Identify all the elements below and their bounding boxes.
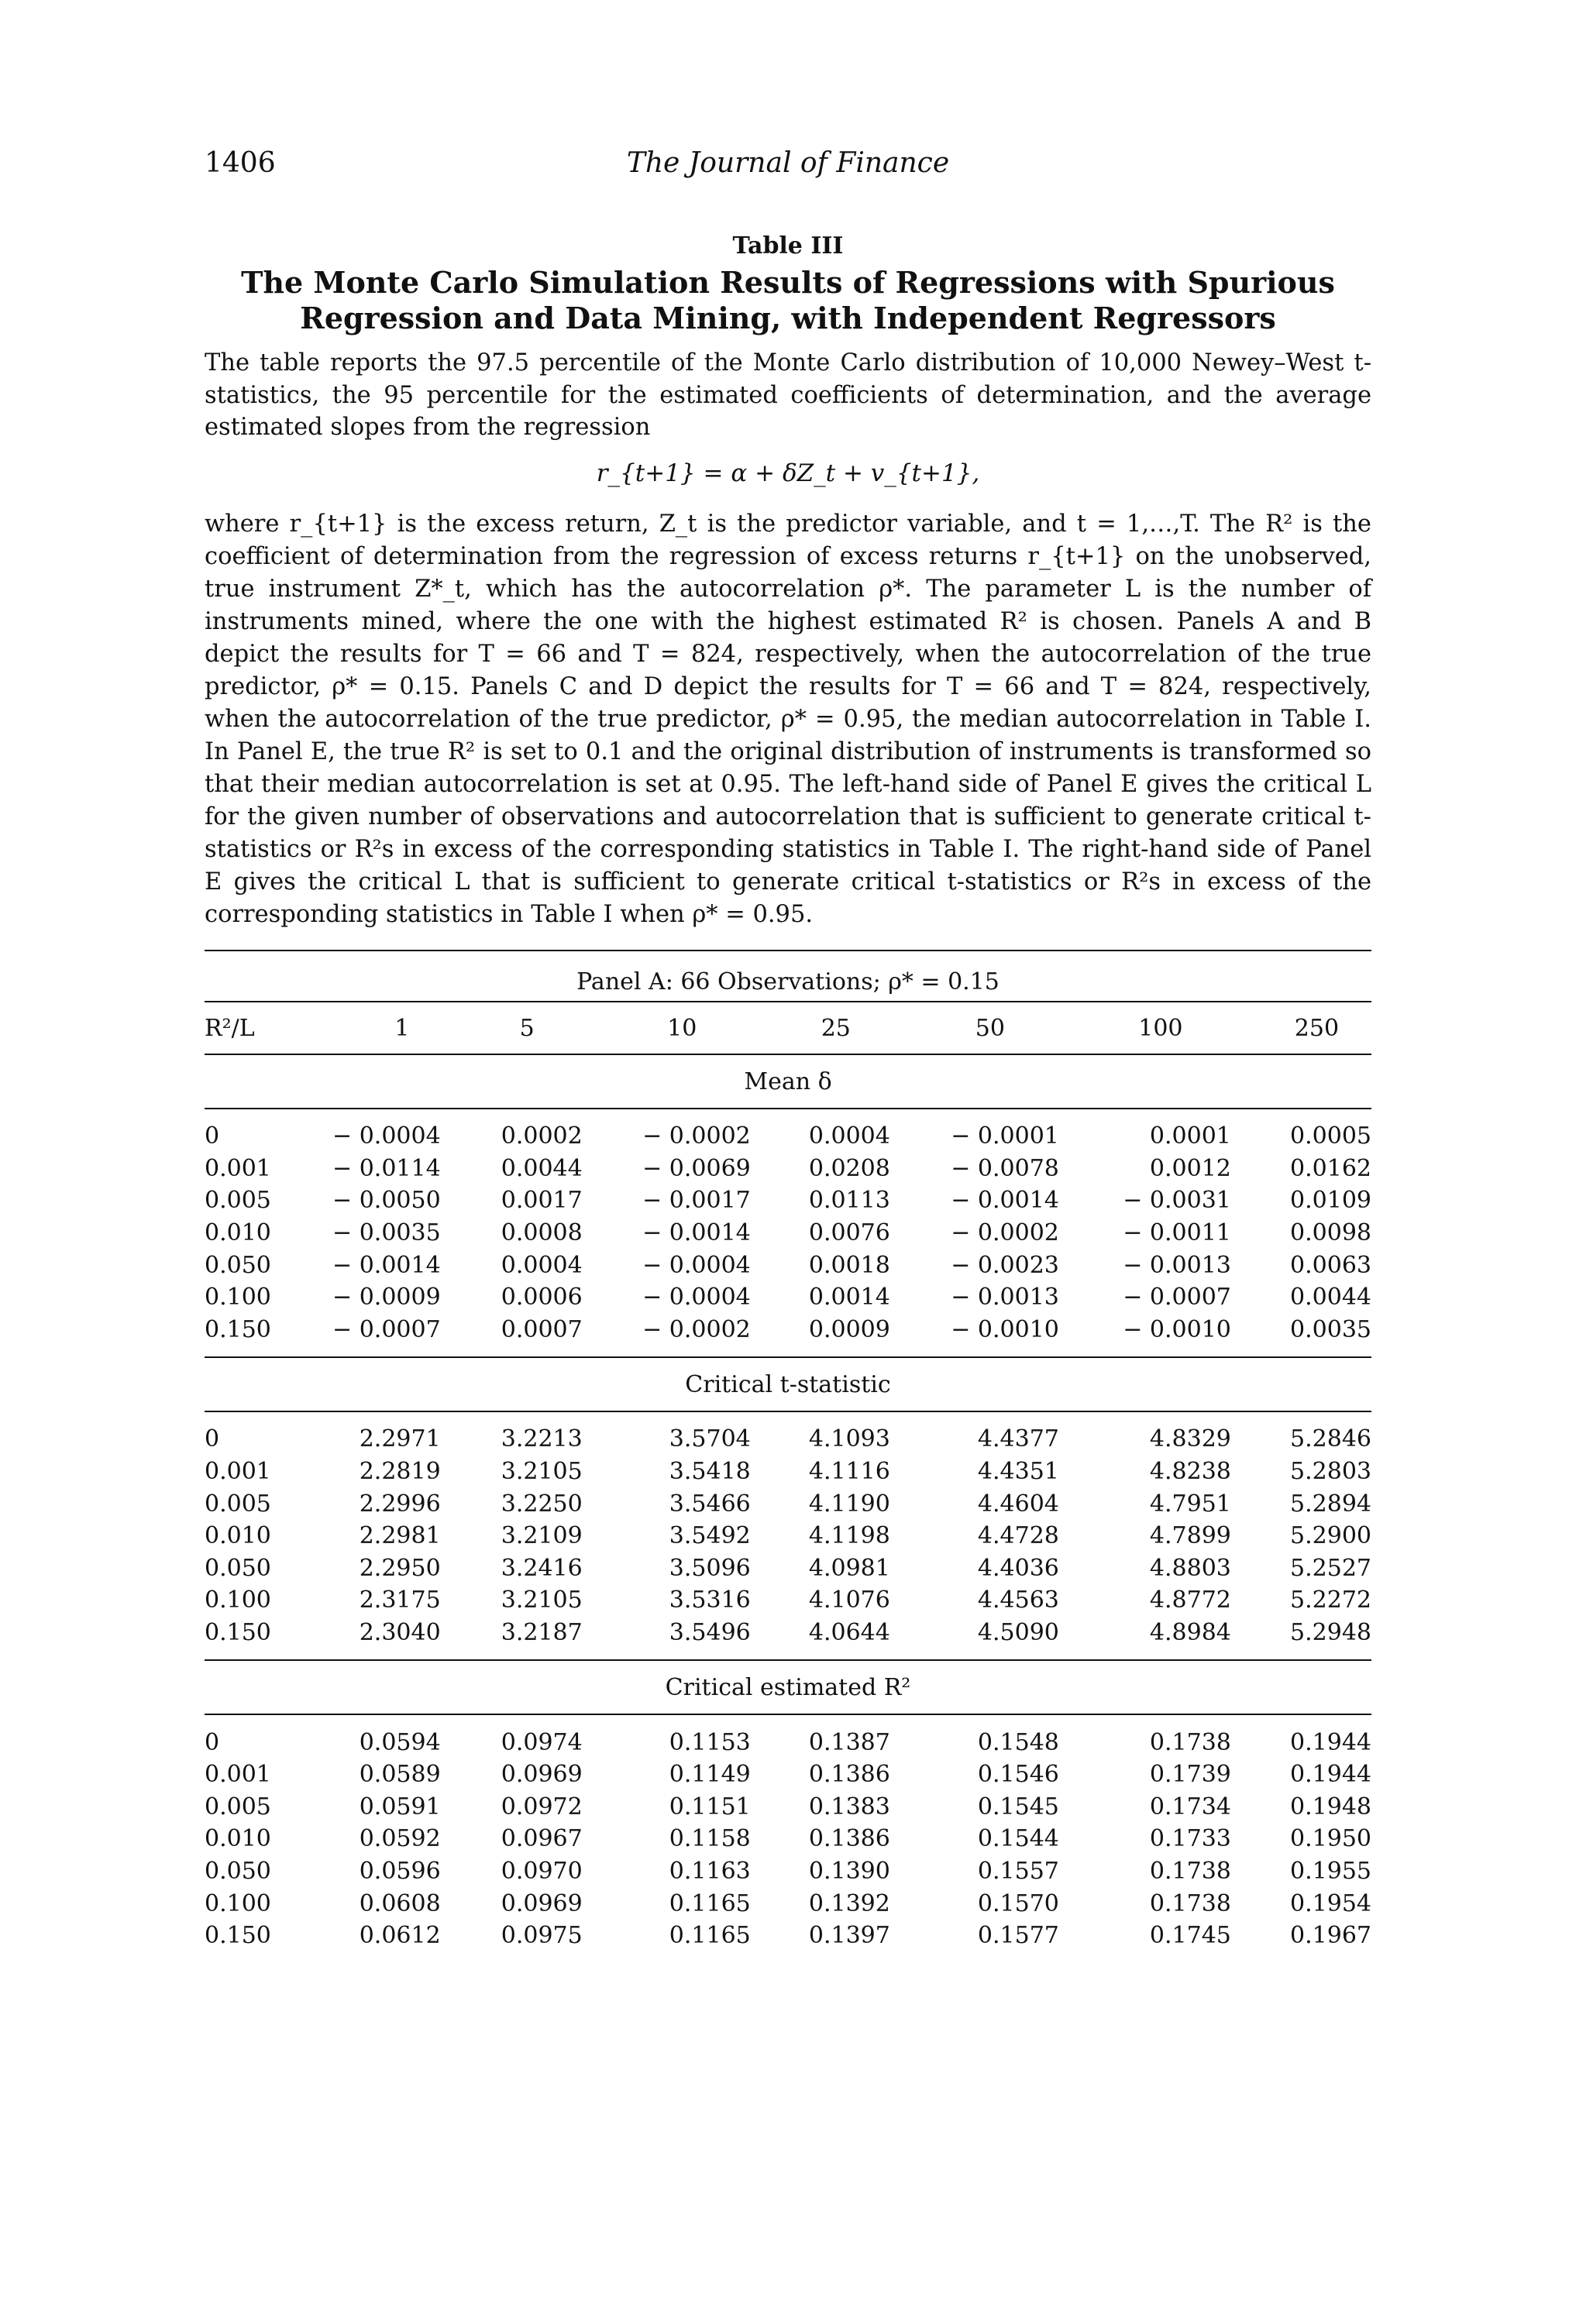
table-cell: 2.2981 [359, 1522, 441, 1550]
table-cell: 3.5496 [669, 1619, 751, 1647]
table-cell: − 0.0035 [332, 1219, 441, 1247]
column-header: 100 [1059, 1002, 1231, 1054]
table-cell: 4.0644 [808, 1619, 890, 1647]
caption [205, 347, 1371, 505]
table-cell: 0.0969 [501, 1761, 583, 1789]
table-cell: 5.2846 [1290, 1425, 1371, 1453]
table-cell: 0.1948 [1290, 1793, 1371, 1820]
table-cell: 3.2105 [501, 1587, 583, 1614]
column-header: 10 [583, 1002, 751, 1054]
table-cell: 0.1954 [1290, 1889, 1371, 1917]
table-cell: 0.0014 [808, 1284, 890, 1312]
table-cell: 2.2819 [359, 1458, 441, 1486]
section-title: Critical t-statistic [205, 1357, 1371, 1411]
panel-title: Panel A: 66 Observations; ρ* = 0.15 [576, 968, 1000, 995]
column-header: 25 [751, 1002, 890, 1054]
table-cell: 0.0972 [501, 1793, 583, 1820]
table-cell: 0.0035 [1290, 1315, 1371, 1343]
table-cell: 5.2527 [1290, 1554, 1371, 1582]
table-cell: 0.1944 [1290, 1761, 1371, 1789]
table-cell: − 0.0031 [1123, 1187, 1231, 1215]
table-cell: 4.4036 [977, 1554, 1059, 1582]
caption-intro: The table reports the 97.5 percentile of the Monte Carlo distribution of 10,000 Newey–West t-statistics, the 95 percentile for the estimated coefficients of determination, and the average estimated slopes from the regression [205, 349, 1371, 442]
table-cell: 0.0044 [1290, 1284, 1371, 1312]
table-cell: 4.5090 [977, 1619, 1059, 1647]
table-cell: 4.1076 [808, 1587, 890, 1614]
table-cell: 0.1734 [1149, 1793, 1231, 1820]
table-cell: − 0.0050 [332, 1187, 441, 1215]
table-cell: − 0.0001 [951, 1122, 1059, 1150]
row-label: 0 [205, 1728, 220, 1756]
row-label: 0.050 [205, 1251, 271, 1279]
table-cell: 0.0970 [501, 1857, 583, 1885]
row-label: 0.100 [205, 1284, 271, 1312]
table-cell: 0.0005 [1290, 1122, 1371, 1150]
row-label: 0.050 [205, 1857, 271, 1885]
section-title: Critical estimated R² [205, 1660, 1371, 1714]
table-row [205, 1456, 1371, 1488]
table-cell: 0.0975 [501, 1922, 583, 1950]
table-cell: − 0.0069 [642, 1154, 751, 1182]
row-label: 0 [205, 1122, 220, 1150]
table-cell: 3.5466 [669, 1490, 751, 1518]
table-cell: 0.0098 [1290, 1219, 1371, 1247]
table-cell: − 0.0014 [332, 1251, 441, 1279]
row-label: 0.005 [205, 1793, 271, 1820]
title-line-1: The Monte Carlo Simulation Results of Regressions with Spurious [241, 265, 1335, 300]
table-cell: − 0.0014 [951, 1187, 1059, 1215]
row-label: 0.010 [205, 1219, 271, 1247]
table-cell: 4.1190 [808, 1490, 890, 1518]
table-cell: 3.2109 [501, 1522, 583, 1550]
table-cell: − 0.0002 [642, 1122, 751, 1150]
table-cell: 0.0004 [808, 1122, 890, 1150]
table-label: Table III [732, 232, 844, 260]
row-label: 0 [205, 1425, 220, 1453]
table-cell: 5.2948 [1290, 1619, 1371, 1647]
table-cell: 4.8772 [1149, 1587, 1231, 1614]
table-cell: 0.0004 [501, 1251, 583, 1279]
section-title: Mean δ [205, 1054, 1371, 1109]
row-label: 0.100 [205, 1889, 271, 1917]
table-cell: 0.0612 [359, 1922, 441, 1950]
table-cell: 0.0018 [808, 1251, 890, 1279]
table-cell: 0.0006 [501, 1284, 583, 1312]
table-row [205, 1184, 1371, 1217]
table-cell: 3.5704 [669, 1425, 751, 1453]
table-cell: 4.1198 [808, 1522, 890, 1550]
table-cell: 0.1387 [808, 1728, 890, 1756]
row-label: 0.150 [205, 1315, 271, 1343]
table-cell: 3.5492 [669, 1522, 751, 1550]
row-label: 0.001 [205, 1761, 271, 1789]
table-cell: 0.0044 [501, 1154, 583, 1182]
row-label: 0.150 [205, 1922, 271, 1950]
table-cell: 0.0969 [501, 1889, 583, 1917]
table-cell: 0.1386 [808, 1825, 890, 1853]
table-cell: 0.0109 [1290, 1187, 1371, 1215]
table-cell: 0.1390 [808, 1857, 890, 1885]
table-row [205, 1552, 1371, 1585]
table-cell: − 0.0010 [951, 1315, 1059, 1343]
table-cell: 0.0589 [359, 1761, 441, 1789]
table-cell: 4.4728 [977, 1522, 1059, 1550]
column-header: 50 [890, 1002, 1059, 1054]
table-cell: 0.0162 [1290, 1154, 1371, 1182]
table-cell: 0.1386 [808, 1761, 890, 1789]
table-cell: 0.1383 [808, 1793, 890, 1820]
table-cell: 0.1738 [1149, 1857, 1231, 1885]
table-row [205, 1153, 1371, 1185]
table-cell: 0.0596 [359, 1857, 441, 1885]
table-cell: 4.1093 [808, 1425, 890, 1453]
table-cell: 0.1739 [1149, 1761, 1231, 1789]
table-cell: 0.0076 [808, 1219, 890, 1247]
table-cell: 0.1738 [1149, 1889, 1231, 1917]
row-label: 0.001 [205, 1458, 271, 1486]
table-cell: 0.0591 [359, 1793, 441, 1820]
table-cell: 0.1165 [669, 1889, 751, 1917]
table-row [205, 1920, 1371, 1952]
table-row [205, 1855, 1371, 1888]
rule [205, 951, 1371, 962]
table-cell: 0.1151 [669, 1793, 751, 1820]
table-row [205, 1887, 1371, 1920]
table-cell: 3.5316 [669, 1587, 751, 1614]
table-row [205, 1314, 1371, 1346]
table-cell: 4.4351 [977, 1458, 1059, 1486]
table-cell: 2.2996 [359, 1490, 441, 1518]
table-cell: 5.2900 [1290, 1522, 1371, 1550]
table-cell: 0.0967 [501, 1825, 583, 1853]
table-cell: 2.3040 [359, 1619, 441, 1647]
row-label: 0.050 [205, 1554, 271, 1582]
page-number: 1406 [205, 147, 276, 179]
table-cell: 4.1116 [808, 1458, 890, 1486]
row-label: 0.001 [205, 1154, 271, 1182]
table-cell: 0.1955 [1290, 1857, 1371, 1885]
table-cell: − 0.0007 [1123, 1284, 1231, 1312]
table-row [205, 1758, 1371, 1791]
table-cell: 3.2250 [501, 1490, 583, 1518]
table-cell: 0.1745 [1149, 1922, 1231, 1950]
table-row [205, 1281, 1371, 1314]
table-cell: 0.0002 [501, 1122, 583, 1150]
table-cell: 3.2416 [501, 1554, 583, 1582]
table-cell: 4.4604 [977, 1490, 1059, 1518]
table-cell: 0.0007 [501, 1315, 583, 1343]
table-row [205, 1726, 1371, 1758]
table-cell: 0.1548 [977, 1728, 1059, 1756]
table-cell: 3.2105 [501, 1458, 583, 1486]
table-cell: 3.2213 [501, 1425, 583, 1453]
table-cell: 0.1397 [808, 1922, 890, 1950]
row-label: 0.005 [205, 1187, 271, 1215]
table-cell: − 0.0013 [951, 1284, 1059, 1312]
table-cell: − 0.0004 [332, 1122, 441, 1150]
table-cell: 0.0608 [359, 1889, 441, 1917]
table-row [205, 1791, 1371, 1824]
table-cell: 0.1577 [977, 1922, 1059, 1950]
table-cell: 0.1944 [1290, 1728, 1371, 1756]
table-cell: 3.5418 [669, 1458, 751, 1486]
table-cell: 3.5096 [669, 1554, 751, 1582]
table-row [205, 1520, 1371, 1552]
column-header: 1 [332, 1002, 441, 1054]
table-cell: 4.8984 [1149, 1619, 1231, 1647]
table-cell: 0.0063 [1290, 1251, 1371, 1279]
table-cell: 0.1950 [1290, 1825, 1371, 1853]
table-cell: − 0.0013 [1123, 1251, 1231, 1279]
results-table [205, 950, 1371, 1962]
table-cell: 0.1165 [669, 1922, 751, 1950]
journal-title: The Journal of Finance [626, 147, 950, 179]
table-row [205, 1423, 1371, 1456]
row-label: 0.010 [205, 1825, 271, 1853]
table-cell: 0.0592 [359, 1825, 441, 1853]
table-cell: − 0.0011 [1123, 1219, 1231, 1247]
table-cell: 0.1153 [669, 1728, 751, 1756]
column-header: 250 [1231, 1002, 1371, 1054]
table-cell: 0.1733 [1149, 1825, 1231, 1853]
table-cell: − 0.0009 [332, 1284, 441, 1312]
table-cell: 0.1570 [977, 1889, 1059, 1917]
table-row [205, 1120, 1371, 1153]
table-cell: − 0.0023 [951, 1251, 1059, 1279]
column-header: 5 [441, 1002, 583, 1054]
table-cell: 2.2950 [359, 1554, 441, 1582]
table-cell: − 0.0004 [642, 1251, 751, 1279]
table-cell: 5.2803 [1290, 1458, 1371, 1486]
table-cell: − 0.0002 [642, 1315, 751, 1343]
table-cell: 0.0208 [808, 1154, 890, 1182]
table-cell: 0.0001 [1149, 1122, 1231, 1150]
table-cell: 0.1149 [669, 1761, 751, 1789]
table-row [205, 1617, 1371, 1649]
table-cell: − 0.0114 [332, 1154, 441, 1182]
table-title [205, 265, 1371, 336]
table-row [205, 1487, 1371, 1520]
table-cell: − 0.0004 [642, 1284, 751, 1312]
title-line-2: Regression and Data Mining, with Independent Regressors [300, 301, 1276, 335]
table-cell: 5.2894 [1290, 1490, 1371, 1518]
row-label: 0.150 [205, 1619, 271, 1647]
table-cell: − 0.0014 [642, 1219, 751, 1247]
table-cell: 2.2971 [359, 1425, 441, 1453]
row-label: 0.100 [205, 1587, 271, 1614]
table-cell: 0.1158 [669, 1825, 751, 1853]
table-cell: 0.0009 [808, 1315, 890, 1343]
table-cell: 0.1967 [1290, 1922, 1371, 1950]
table-cell: 4.0981 [808, 1554, 890, 1582]
table-cell: 0.1546 [977, 1761, 1059, 1789]
table-cell: 0.0594 [359, 1728, 441, 1756]
row-label: 0.010 [205, 1522, 271, 1550]
caption-body: where r_{t+1} is the excess return, Z_t is the predictor variable, and t = 1,…,T. The R² is the coefficient of determination from the regression of excess returns r_{t+1} on the unobserved, true instrument Z*_t, which has the autocorrelation ρ*. The parameter L is the number of instruments mined, where the one with the highest estimated R² is chosen. Panels A and B depict the results for T = 66 and T = 824, respectively, when the autocorrelation of the true predictor, ρ* = 0.15. Panels C and D depict the results for T = 66 and T = 824, respectively, when the autocorrelation of the true predictor, ρ* = 0.95, the median autocorrelation in Table I. In Panel E, the true R² is set to 0.1 and the original distribution of instruments is transformed so that their median autocorrelation is set at 0.95. The left-hand side of Panel E gives the critical L for the given number of observations and autocorrelation that is sufficient to generate critical t-statistics or R²s in excess of the corresponding statistics in Table I. The right-hand side of Panel E gives the critical L that is sufficient to generate critical t-statistics or R²s in excess of the corresponding statistics in Table I when ρ* = 0.95. [205, 511, 1371, 928]
row-label: 0.005 [205, 1490, 271, 1518]
table-cell: 0.1544 [977, 1825, 1059, 1853]
table-cell: 0.0974 [501, 1728, 583, 1756]
table-cell: 2.3175 [359, 1587, 441, 1614]
table-row [205, 1823, 1371, 1855]
table-cell: 4.4563 [977, 1587, 1059, 1614]
table-cell: 0.1163 [669, 1857, 751, 1885]
table-cell: 0.1557 [977, 1857, 1059, 1885]
table-cell: 5.2272 [1290, 1587, 1371, 1614]
table-cell: − 0.0010 [1123, 1315, 1231, 1343]
table-cell: − 0.0017 [642, 1187, 751, 1215]
regression-equation: r_{t+1} = α + δZ_t + v_{t+1}, [596, 459, 980, 487]
table-cell: 0.1545 [977, 1793, 1059, 1820]
column-header: R²/L [205, 1002, 332, 1054]
table-cell: − 0.0002 [951, 1219, 1059, 1247]
table-cell: 0.0008 [501, 1219, 583, 1247]
table-cell: 4.8238 [1149, 1458, 1231, 1486]
table-cell: 0.0113 [808, 1187, 890, 1215]
table-cell: − 0.0078 [951, 1154, 1059, 1182]
table-cell: 3.2187 [501, 1619, 583, 1647]
table-row [205, 1217, 1371, 1250]
table-cell: 0.0017 [501, 1187, 583, 1215]
table-cell: 0.1392 [808, 1889, 890, 1917]
table-cell: 4.8329 [1149, 1425, 1231, 1453]
table-cell: 4.7951 [1149, 1490, 1231, 1518]
table-row [205, 1584, 1371, 1617]
table-cell: 4.8803 [1149, 1554, 1231, 1582]
table-cell: − 0.0007 [332, 1315, 441, 1343]
table-cell: 0.0012 [1149, 1154, 1231, 1182]
table-row [205, 1249, 1371, 1281]
table-cell: 0.1738 [1149, 1728, 1231, 1756]
table-cell: 4.4377 [977, 1425, 1059, 1453]
table-cell: 4.7899 [1149, 1522, 1231, 1550]
